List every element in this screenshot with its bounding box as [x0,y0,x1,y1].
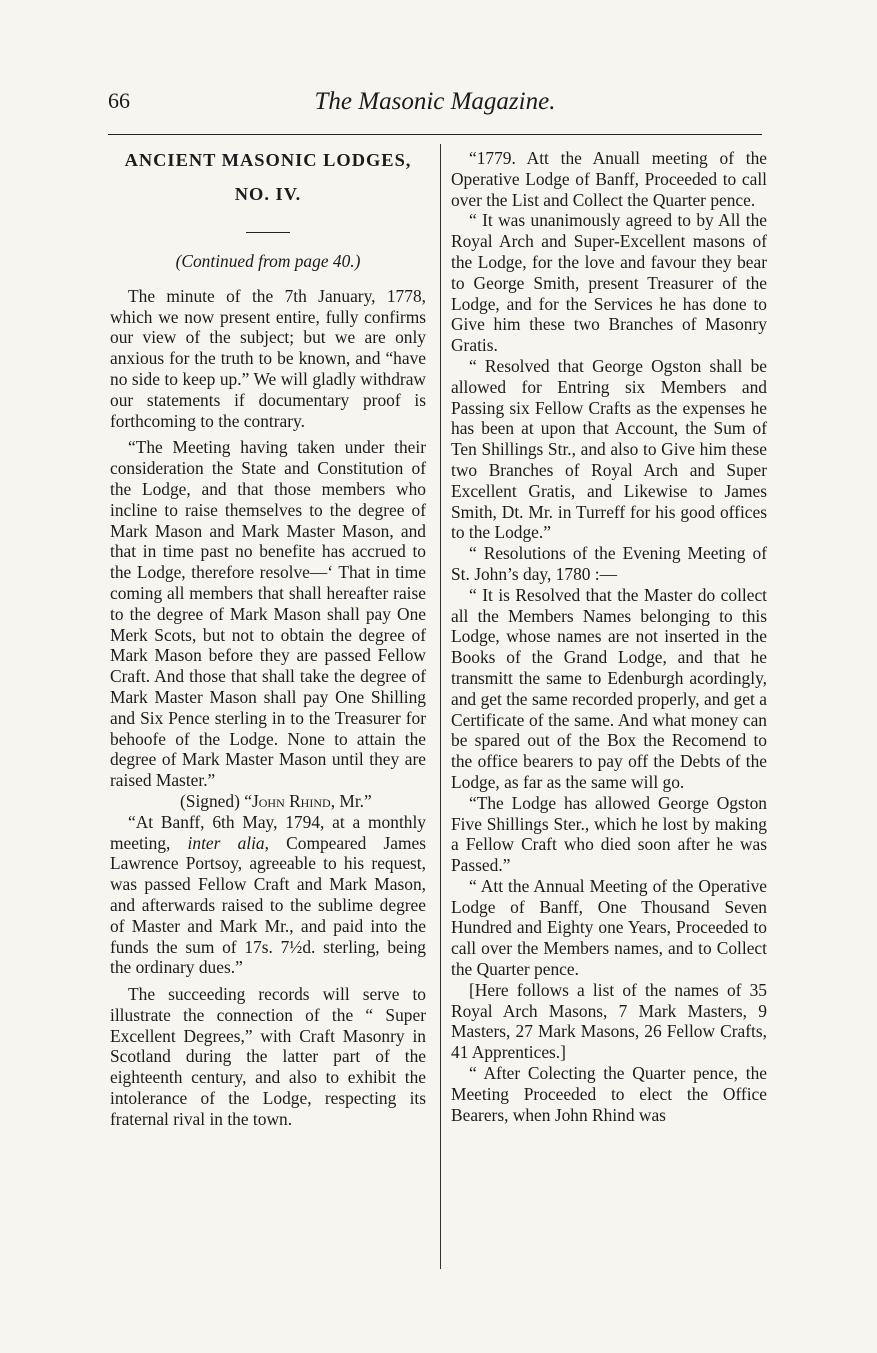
signed-name: John Rhind [251,790,331,811]
running-title: The Masonic Magazine. [314,88,556,115]
column-divider [440,144,441,1269]
paragraph [110,812,426,978]
paragraph: “ Att the Annual Meeting of the Operative Lodge of Banff, One Thousand Seven Hundred and Eighty one Years, Proceeded to call over the Members names, and to Collect the Quarter pence. [451,875,767,980]
paragraph: “ It was unanimously agreed to by All the Royal Arch and Super-Excellent masons of the Lodge, for the love and favour they bear to George Smith, present Treasurer of the Lodge, and for the Services he has done to Give him these two Branches of Masonry Gratis. [451,210,767,356]
article-title: ANCIENT MASONIC LODGES, [124,150,412,170]
continued-note: (Continued from page 40.) [175,251,361,271]
signature-line [110,791,426,812]
paragraph: “ Resolved that George Ogston shall be allowed for Entring six Members and Passing six Fellow Crafts as the expenses he has been at upon that Account, the Sum of Ten Shillings Str., and also to Give him these two Branches of Royal Arch and Super Excellent Gratis, and Likewise to James Smith, Dt. Mr. in Turreff for his good offices to the Lodge.” [451,355,767,543]
paragraph: [Here follows a list of the names of 35 Royal Arch Masons, 7 Mark Masters, 9 Masters, 27 Mark Masons, 26 Fellow Crafts, 41 Apprentices.] [451,979,767,1063]
paragraph: The minute of the 7th January, 1778, which we now present entire, fully confirms our view of the subject; but we are only anxious for the truth to be known, and “have no side to keep up.” We will gladly withdraw our statements if documentary proof is forthcoming to the contrary. [110,285,426,431]
paragraph: “1779. Att the Anuall meeting of the Operative Lodge of Banff, Proceeded to call over the List and Collect the Quarter pence. [451,148,767,210]
paragraph: The succeeding records will serve to illustrate the connection of the “ Super Excellent Degrees,” with Craft Masonry in Scotland during the latter part of the eighteenth century, and also to exhibit the intolerance of the Lodge, respecting its fraternal rival in the town. [110,984,426,1129]
signed-suffix: , Mr.” [330,790,372,811]
latin-phrase: inter alia [187,832,265,853]
page-header [108,88,762,128]
paragraph: “ Resolutions of the Evening Meeting of St. John’s day, 1780 :— [451,543,767,584]
paragraph: “ It is Resolved that the Master do collect all the Members Names belonging to this Lodge, whose names are not inserted in the Books of the Grand Lodge, and that he transmitt the same to Edenburgh acordingly, and get the same recorded properly, and get a Certificate of the same. And what money can be spared out of the Box the Recomend to the office bearers to pay off the Debts of the Lodge, as far as the same will go. [451,584,767,792]
paragraph: “The Lodge has allowed George Ogston Five Shillings Ster., which he lost by making a Fellow Craft who died soon after he was Passed.” [451,792,767,876]
text-run: “At Banff, 6th May, 1794, at a monthly meeting, [110,811,426,853]
page-number: 66 [108,88,130,113]
article-number: NO. IV. [234,184,302,204]
right-column [451,148,767,1125]
header-rule [108,134,762,135]
title-rule [246,232,290,233]
paragraph: “ After Colecting the Quarter pence, the Meeting Proceeded to elect the Office Bearers, when John Rhind was [451,1063,767,1125]
text-run: , Compeared James Lawrence Portsoy, agreeable to his request, was passed Fellow Craft and Mark Mason, and afterwards raised to the sublime degree of Master and Mark Mr., and paid into the funds the sum of 17s. 7½d. sterling, being the ordinary dues.” [110,832,427,978]
paragraph: “The Meeting having taken under their consideration the State and Constitution of the Lodge, and that those members who incline to raise themselves to the degree of Mark Mason and Mark Master Mason, and that in time past no benefite has accrued to the Lodge, therefore resolve—‘ That in time coming all members that shall hereafter raise to the degree of Mark Mason shall pay One Merk Scots, but not to obtain the degree of Mark Mason before they are passed Fellow Craft. And those that shall take the degree of Mark Master Mason shall pay One Shilling and Six Pence sterling in to the Treasurer for behoofe of the Lodge. None to attain the degree of Mark Master Mason until they are raised Master.” [110,437,426,791]
left-column [110,148,426,1136]
signed-prefix: (Signed) “ [180,790,252,811]
